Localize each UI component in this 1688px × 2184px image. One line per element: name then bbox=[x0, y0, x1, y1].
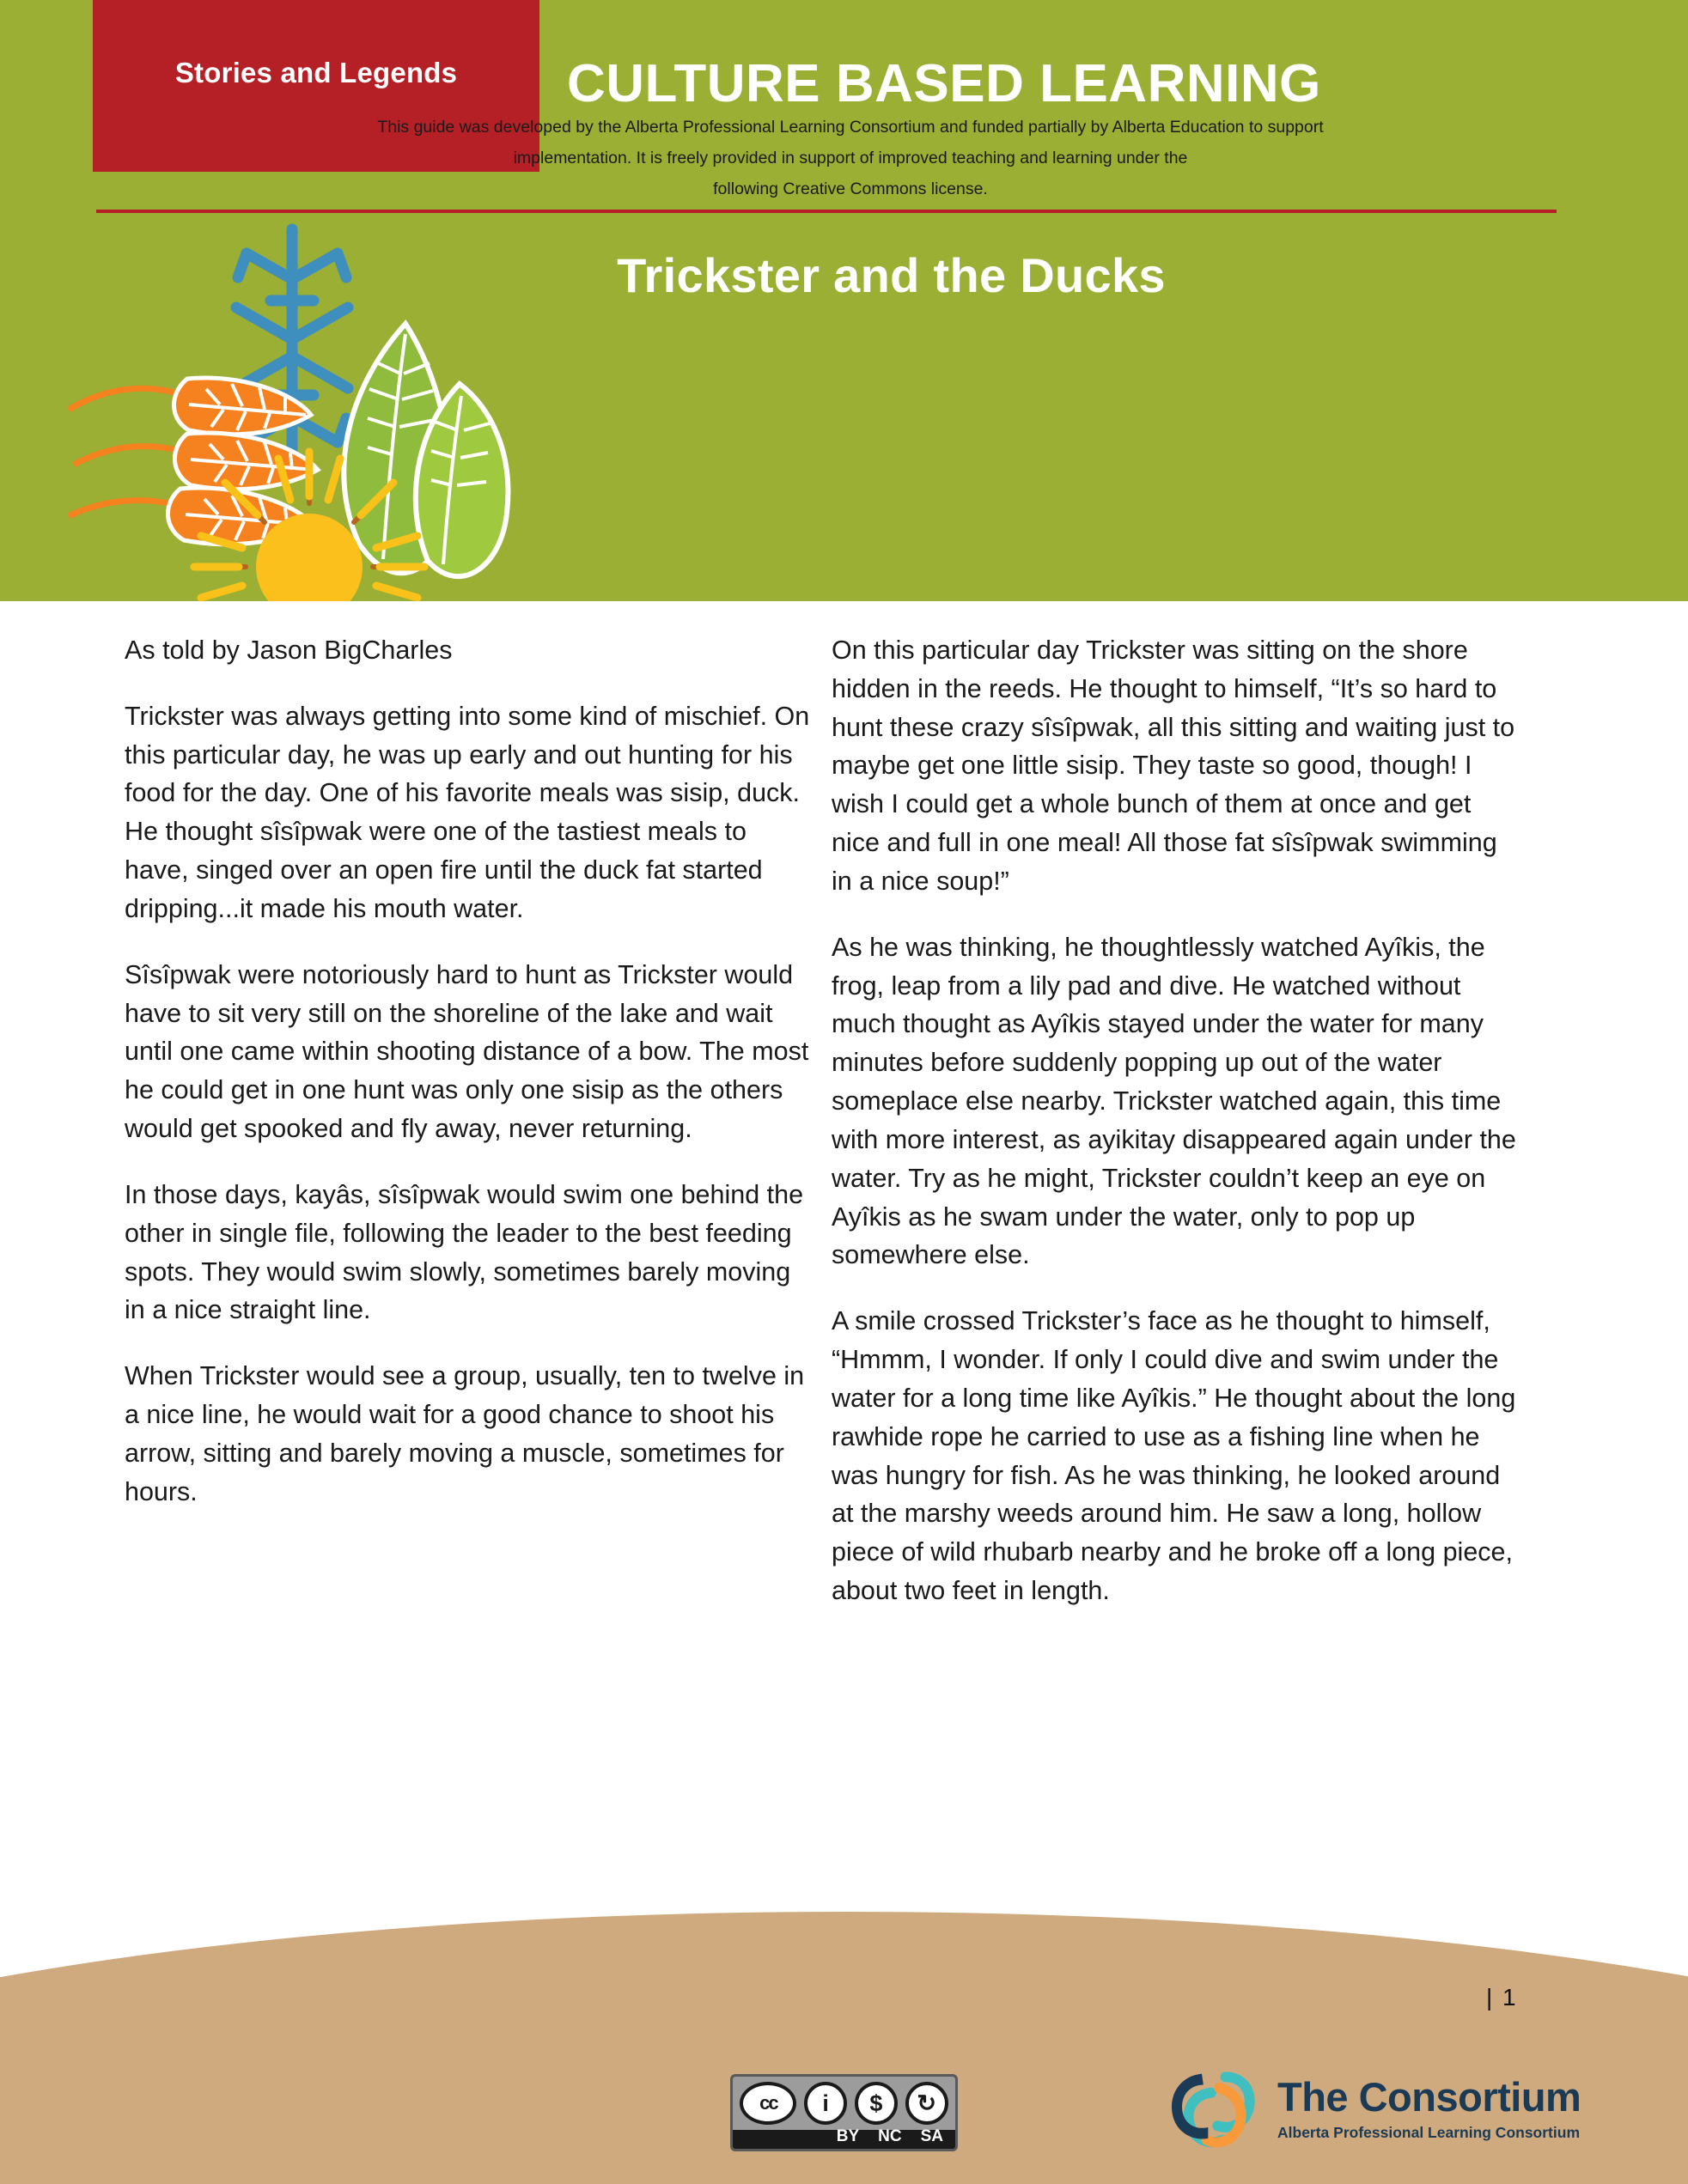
four-seasons-artwork bbox=[77, 219, 567, 597]
paragraph: In those days, kayâs, sîsîpwak would swim one behind the other in single file, following the leader to the best feeding spots. They would swim slowly, sometimes barely moving in a nice straight line. bbox=[125, 1179, 804, 1325]
paragraph: As he was thinking, he thoughtlessly watched Ayîkis, the frog, leap from a lily pad and dive. He watched without much thought as Ayîkis stayed under the water for many minutes before suddenly popping up out of the water someplace else nearby. Trickster watched again, this time with more interest, as ayikitay disappeared again under the water. Try as he might, Trickster couldn’t keep an eye on Ayîkis as he swam under the water, only to pop up somewhere else. bbox=[832, 932, 1516, 1270]
paragraph: On this particular day Trickster was sitting on the shore hidden in the reeds. He thought to himself, “It’s so hard to hunt these crazy sîsîpwak, all this sitting and waiting just to maybe get one little sisip. They taste so good, though! I wish I could get a whole bunch of them at once and get nice and full in one meal! All those fat sîsîpwak swimming in a nice soup!” bbox=[832, 636, 1515, 896]
paragraph: Sîsîpwak were notoriously hard to hunt as Trickster would have to sit very still on the shoreline of the lake and wait until one came within shooting distance of a bow. The most he could get in one hunt was only one sisip as the others would get spooked and fly away, never returning. bbox=[125, 959, 809, 1144]
consortium-name: The Consortium bbox=[1277, 2073, 1581, 2120]
masthead-title: CULTURE BASED LEARNING bbox=[567, 54, 1321, 113]
consortium-subtitle: Alberta Professional Learning Consortium bbox=[1277, 2123, 1580, 2141]
byline: As told by Jason BigCharles bbox=[125, 636, 453, 665]
creative-commons-badge bbox=[730, 2074, 958, 2151]
cc-by-label: BY bbox=[836, 2127, 860, 2145]
sun-icon bbox=[189, 447, 430, 601]
consortium-mark-icon bbox=[1164, 2061, 1258, 2156]
story-left-column bbox=[125, 631, 812, 1539]
footer-note-line: This guide was developed by the Alberta Professional Learning Consortium and funded partially by Alberta Education to support bbox=[377, 118, 1324, 137]
cc-nc-label: NC bbox=[878, 2127, 902, 2145]
cc-sa-icon: ↻ bbox=[905, 2082, 948, 2125]
cc-sa-label: SA bbox=[920, 2127, 943, 2145]
consortium-wordmark bbox=[1277, 2073, 1581, 2141]
footer-note-line: following Creative Commons license. bbox=[713, 179, 988, 199]
consortium-logo bbox=[1164, 2061, 1581, 2156]
header-divider bbox=[96, 210, 1557, 213]
story-right-column bbox=[832, 631, 1519, 1638]
footer-credit-note bbox=[283, 112, 1417, 204]
cc-icon-row bbox=[733, 2077, 955, 2130]
header-band bbox=[0, 0, 1688, 601]
paragraph: When Trickster would see a group, usually, ten to twelve in a nice line, he would wait for a good chance to shoot his arrow, sitting and barely moving a muscle, sometimes for hours. bbox=[125, 1361, 805, 1506]
paragraph: A smile crossed Trickster’s face as he thought to himself, “Hmmm, I wonder. If only I could dive and swim under the water for a long time like Ayîkis.” He thought about the long rawhide rope he carried to use as a fishing line when he was hungry for fish. As he was thinking, he looked around at the marshy weeds around him. He saw a long, hollow piece of wild rhubarb nearby and he broke off a long piece, about two feet in length. bbox=[832, 1306, 1516, 1606]
paragraph: Trickster was always getting into some kind of mischief. On this particular day, he was up early and out hunting for his food for the day. One of his favorite meals was sisip, duck. He thought sîsîpwak were one of the tastiest meals to have, singed over an open fire until the duck fat started dripping...it made his mouth water. bbox=[125, 701, 810, 923]
page-number: | 1 bbox=[1486, 1984, 1518, 2011]
page-title: Trickster and the Ducks bbox=[617, 248, 1166, 302]
cc-by-icon: i bbox=[804, 2082, 847, 2125]
footer-note-line: implementation. It is freely provided in support of improved teaching and learning under the bbox=[513, 149, 1188, 168]
cc-icon: cc bbox=[740, 2082, 796, 2125]
kicker-label: Stories and Legends bbox=[174, 57, 458, 88]
cc-label-row bbox=[733, 2125, 955, 2149]
cc-nc-icon: $ bbox=[855, 2082, 898, 2125]
